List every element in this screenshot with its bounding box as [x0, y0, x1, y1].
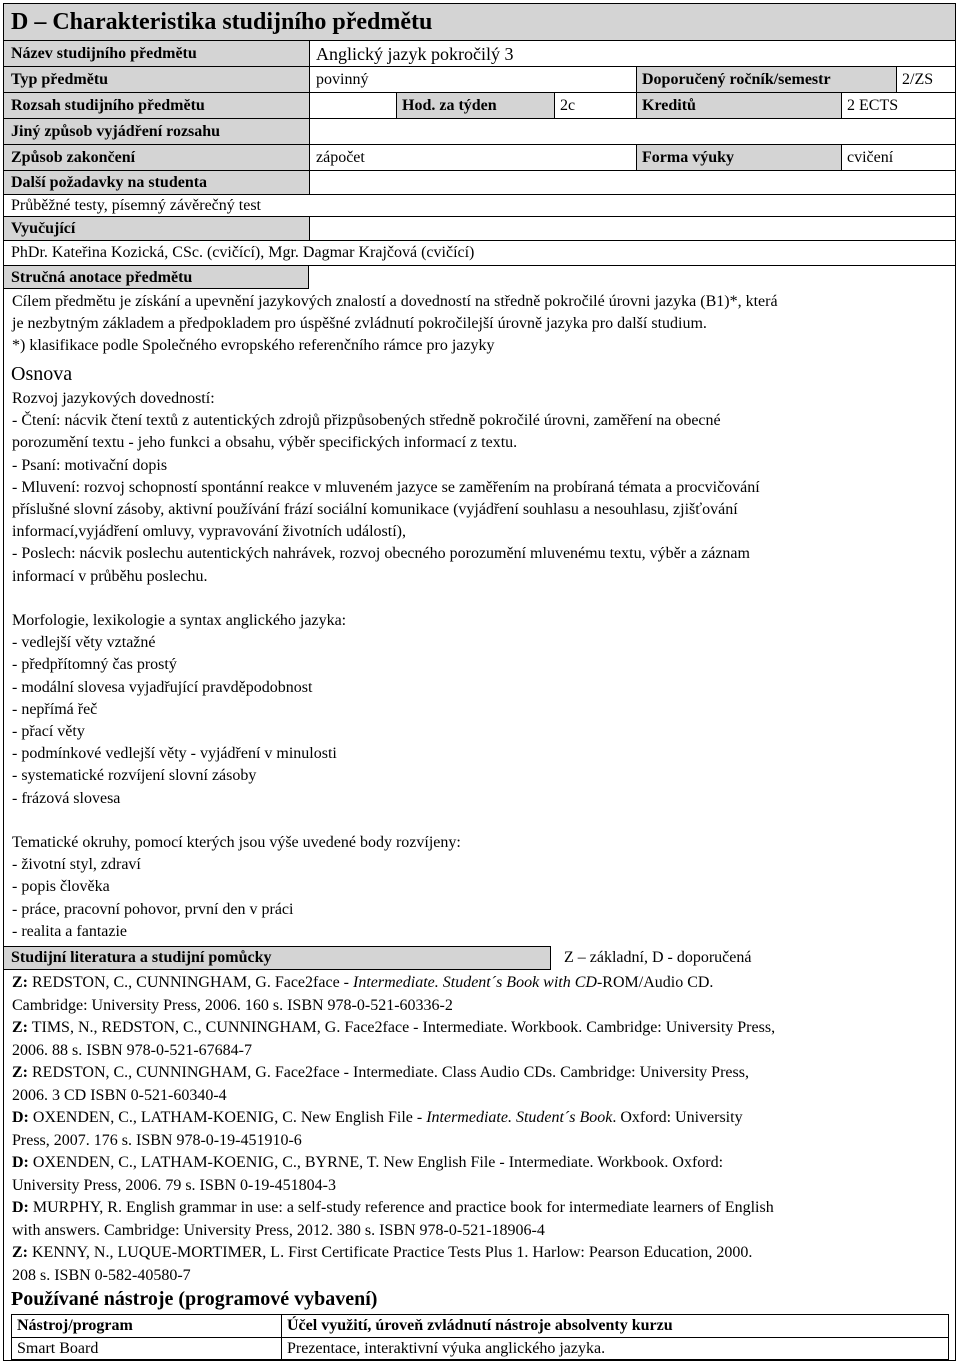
kredity-label: Kreditů	[642, 97, 696, 114]
rozsah-label: Rozsah studijního předmětu	[11, 97, 205, 114]
anotace-line: je nezbytným základem a předpokladem pro úspěšné zvládnutí pokročilejší úrovně jazyka pro další studium.	[12, 315, 707, 333]
literatura-list	[12, 972, 947, 1287]
literatura-type: D:	[12, 1154, 29, 1171]
row-jiny	[4, 118, 955, 144]
literatura-text: REDSTON, C., CUNNINGHAM, G. Face2face -	[32, 974, 353, 991]
title-bar	[4, 4, 955, 40]
literatura-text: MURPHY, R. English grammar in use: a self-study reference and practice book for intermediate learners of English	[32, 1199, 774, 1216]
literatura-text-tail: -ROM/Audio CD.	[596, 974, 714, 991]
osnova-line: - vedlejší věty vztažné	[12, 634, 156, 652]
literatura-item	[12, 972, 947, 1017]
literatura-text: OXENDEN, C., LATHAM-KOENIG, C., BYRNE, T. New English File - Intermediate. Workbook. Oxford:	[32, 1154, 724, 1171]
osnova-line: - modální slovesa vyjadřující pravděpodobnost	[12, 678, 313, 696]
literatura-type: Z:	[12, 1244, 28, 1261]
nastroje-col-1-header: Nástroj/program	[17, 1317, 133, 1334]
osnova-line	[12, 810, 947, 832]
literatura-item	[12, 1242, 947, 1287]
osnova-content	[12, 388, 947, 943]
nastroje-header-row	[12, 1315, 948, 1338]
nastroje-cell-tool: Smart Board	[17, 1340, 99, 1357]
osnova-line: - systematické rozvíjení slovní zásoby	[12, 767, 257, 785]
row-pozadavky-value	[4, 194, 955, 216]
osnova-line: - frázová slovesa	[12, 789, 121, 807]
zakonceni-value: zápočet	[316, 149, 365, 166]
osnova-line: Tematické okruhy, pomocí kterých jsou výše uvedené body rozvíjeny:	[12, 834, 461, 852]
rocnik-value: 2/ZS	[902, 71, 934, 88]
osnova-line: - podmínkové vedlejší věty - vyjádření v minulosti	[12, 745, 337, 763]
osnova-line: - přací věty	[12, 723, 85, 741]
osnova-line: příslušné slovní zásoby, aktivní používání frází sociální komunikace (vyjádření souhlasu a nesouhlasu, zjišťování	[12, 501, 738, 519]
row-literatura	[4, 946, 955, 972]
literatura-type: Z:	[12, 1019, 28, 1036]
anotace-line: *) klasifikace podle Společného evropského referenčního rámce pro jazyky	[12, 337, 495, 355]
row-vyucujici-value	[4, 240, 955, 265]
rocnik-label: Doporučený ročník/semestr	[642, 71, 831, 88]
literatura-italic: Intermediate. Student´s Book	[426, 1109, 613, 1126]
literatura-text-tail: . Oxford: University	[612, 1109, 743, 1126]
literatura-text: KENNY, N., LUQUE-MORTIMER, L. First Certificate Practice Tests Plus 1. Harlow: Pearson Education, 2000.	[32, 1244, 753, 1261]
literatura-italic: Intermediate. Student´s Book with CD	[353, 974, 597, 991]
literatura-line-2: with answers. Cambridge: University Press, 2012. 380 s. ISBN 978-0-521-18906-4	[12, 1221, 545, 1239]
nazev-label: Název studijního předmětu	[11, 45, 197, 62]
osnova-line	[12, 588, 947, 610]
hod-label: Hod. za týden	[402, 97, 497, 114]
typ-label: Typ předmětu	[11, 71, 109, 88]
forma-value: cvičení	[847, 149, 894, 166]
literatura-type: Z:	[12, 974, 28, 991]
literatura-line-2: Press, 2007. 176 s. ISBN 978-0-19-451910-6	[12, 1131, 302, 1149]
osnova-line: - předpřítomný čas prostý	[12, 656, 177, 674]
row-vyucujici	[4, 216, 955, 240]
vyucujici-label: Vyučující	[11, 220, 76, 237]
vyucujici-value: PhDr. Kateřina Kozická, CSc. (cvičící), Mgr. Dagmar Krajčová (cvičící)	[11, 244, 475, 261]
osnova-line: informací v průběhu poslechu.	[12, 567, 208, 585]
typ-value: povinný	[316, 71, 369, 88]
row-zakonceni	[4, 144, 955, 170]
kredity-value: 2 ECTS	[847, 97, 899, 114]
literatura-item	[12, 1107, 947, 1152]
osnova-line: porozumění textu - jeho funkci a obsahu, výběr specifických informací z textu.	[12, 434, 518, 452]
anotace-label: Stručná anotace předmětu	[11, 269, 193, 286]
osnova-line: - realita a fantazie	[12, 922, 128, 940]
osnova-line: - Mluvení: rozvoj schopností spontánní reakce v mluveném jazyce se zaměřením na probíraná témata a procvičování	[12, 478, 760, 496]
literatura-item	[12, 1152, 947, 1197]
zakonceni-label: Způsob zakončení	[11, 149, 136, 166]
osnova-line: - nepřímá řeč	[12, 700, 98, 718]
page-title: D – Charakteristika studijního předmětu	[11, 9, 433, 35]
row-anotace	[4, 265, 955, 289]
pozadavky-label: Další požadavky na studenta	[11, 174, 208, 191]
pozadavky-value: Průběžné testy, písemný závěrečný test	[11, 197, 261, 214]
literatura-legend: Z – základní, D - doporučená	[564, 949, 752, 966]
nastroje-heading: Používané nástroje (programové vybavení)	[11, 1288, 378, 1310]
literatura-text: OXENDEN, C., LATHAM-KOENIG, C. New English File -	[32, 1109, 427, 1126]
row-pozadavky	[4, 170, 955, 194]
osnova-line: - životní styl, zdraví	[12, 856, 141, 874]
literatura-item	[12, 1062, 947, 1107]
literatura-item	[12, 1017, 947, 1062]
course-sheet	[3, 3, 956, 1361]
literatura-label: Studijní literatura a studijní pomůcky	[11, 949, 272, 966]
jiny-label: Jiný způsob vyjádření rozsahu	[11, 123, 221, 140]
literatura-line-2: University Press, 2006. 79 s. ISBN 0-19-451804-3	[12, 1176, 336, 1194]
osnova-line: - Psaní: motivační dopis	[12, 456, 168, 474]
nastroje-cell-purpose: Prezentace, interaktivní výuka anglického jazyka.	[287, 1340, 606, 1357]
literatura-text: REDSTON, C., CUNNINGHAM, G. Face2face - Intermediate. Class Audio CDs. Cambridge: University Press,	[32, 1064, 749, 1081]
literatura-type: Z:	[12, 1064, 28, 1081]
literatura-type: D:	[12, 1109, 29, 1126]
row-typ	[4, 66, 955, 92]
row-nazev	[4, 40, 955, 66]
osnova-line: informací,vyjádření omluvy, vypravování životních událostí),	[12, 523, 406, 541]
forma-label: Forma výuky	[642, 149, 734, 166]
osnova-line: - Poslech: nácvik poslechu autentických nahrávek, rozvoj obecného porozumění mluvenému textu, výběr a záznam	[12, 545, 750, 563]
nazev-value: Anglický jazyk pokročilý 3	[316, 44, 514, 64]
literatura-line-2: Cambridge: University Press, 2006. 160 s. ISBN 978-0-521-60336-2	[12, 996, 453, 1014]
literatura-line-2: 2006. 3 CD ISBN 0-521-60340-4	[12, 1086, 227, 1104]
osnova-heading: Osnova	[11, 363, 73, 385]
literatura-line-2: 208 s. ISBN 0-582-40580-7	[12, 1266, 191, 1284]
row-rozsah	[4, 92, 955, 118]
osnova-line: - Čtení: nácvik čtení textů z autentických zdrojů přizpůsobených středně pokročilé úrovni, zaměření na obecné	[12, 412, 721, 430]
hod-value: 2c	[560, 97, 576, 114]
literatura-type: D:	[12, 1199, 29, 1216]
literatura-text: TIMS, N., REDSTON, C., CUNNINGHAM, G. Face2face - Intermediate. Workbook. Cambridge: University Press,	[31, 1019, 776, 1036]
osnova-line: - práce, pracovní pohovor, první den v práci	[12, 900, 294, 918]
nastroje-col-2-header: Účel využití, úroveň zvládnutí nástroje absolventy kurzu	[287, 1317, 673, 1334]
nastroje-row	[12, 1338, 948, 1360]
nastroje-table	[11, 1314, 949, 1360]
literatura-item	[12, 1197, 947, 1242]
anotace-text	[12, 291, 947, 358]
anotace-line: Cílem předmětu je získání a upevnění jazykových znalostí a dovedností na středně pokročilé úrovni jazyka (B1)*, která	[12, 293, 778, 310]
osnova-line: Morfologie, lexikologie a syntax anglického jazyka:	[12, 612, 347, 630]
literatura-line-2: 2006. 88 s. ISBN 978-0-521-67684-7	[12, 1041, 252, 1059]
osnova-line: - popis člověka	[12, 878, 110, 896]
osnova-line: Rozvoj jazykových dovedností:	[12, 390, 215, 407]
